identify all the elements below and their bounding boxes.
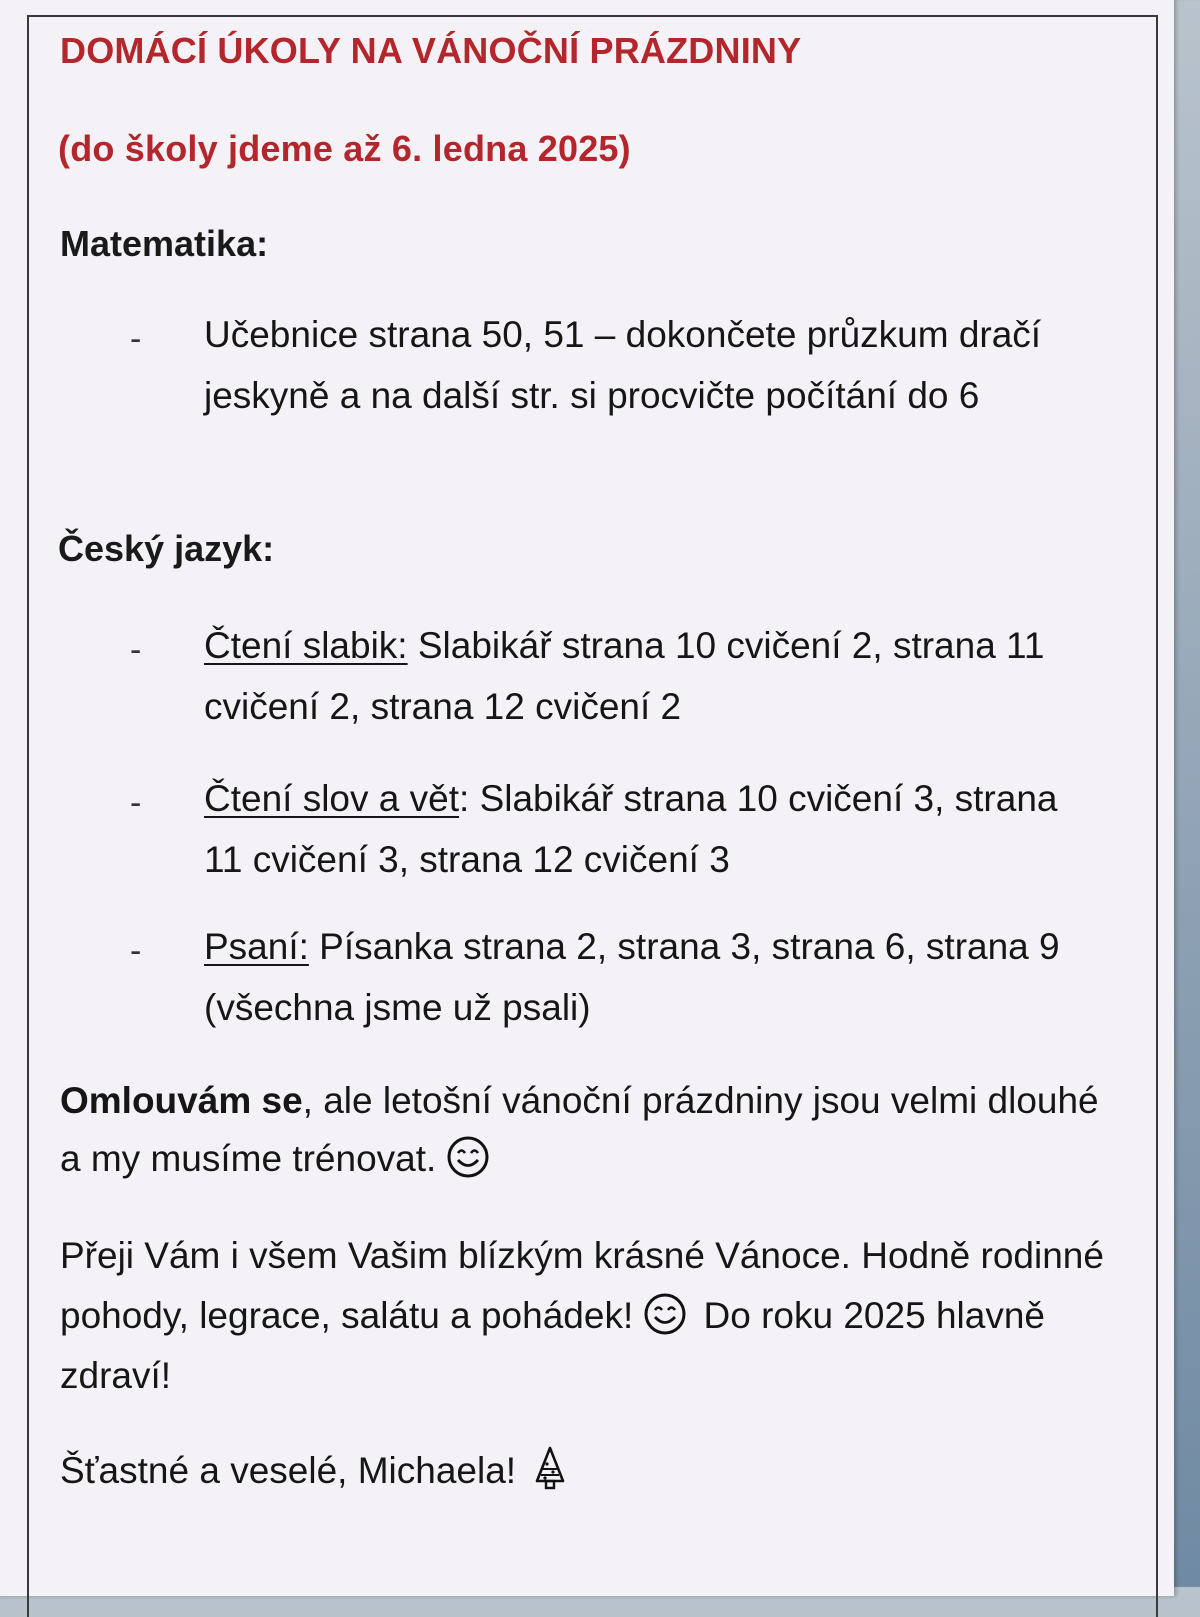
list-item-text (204, 768, 1104, 890)
wishes-text-end: Do roku 2025 hlavně zdraví! (60, 1295, 1045, 1396)
item-body: Písanka strana 2, strana 3, strana 6, strana 9 (všechna jsme už psali) (204, 926, 1060, 1028)
item-label-underlined: Čtení slov a vět (204, 778, 460, 819)
section-title-matematika: Matematika: (60, 223, 269, 264)
list-dash: - (130, 932, 142, 970)
item-body: Učebnice strana 50, 51 – dokončete průzkum dračí jeskyně a na další str. si procvičte počítání do 6 (204, 314, 1042, 416)
signature-line (60, 1442, 1120, 1500)
item-label-underlined: Psaní: (204, 926, 309, 967)
apology-bold: Omlouvám se (60, 1080, 303, 1121)
item-body: Slabikář strana 10 cvičení 2, strana 11 cvičení 2, strana 12 cvičení 2 (204, 625, 1045, 727)
list-item-text (204, 916, 1104, 1038)
smiley-face-icon (446, 1135, 490, 1179)
document-title: DOMÁCÍ ÚKOLY NA VÁNOČNÍ PRÁZDNINY (60, 30, 802, 71)
apology-text: , ale letošní vánoční prázdniny jsou velmi dlouhé a my musíme trénovat. (60, 1080, 1099, 1179)
item-label-underlined: Čtení slabik: (204, 625, 408, 666)
document-subtitle: (do školy jdeme až 6. ledna 2025) (58, 128, 631, 169)
smiley-face-icon (643, 1292, 687, 1336)
wishes-text: Přeji Vám i všem Vašim blízkým krásné Vánoce. Hodně rodinné pohody, legrace, salátu a pohádek! (60, 1235, 1104, 1336)
list-item-text (204, 615, 1104, 737)
signature-text: Šťastné a veselé, Michaela! (60, 1450, 517, 1491)
section-title-cesky-jazyk: Český jazyk: (58, 528, 275, 569)
list-dash: - (130, 784, 142, 822)
item-body: : Slabikář strana 10 cvičení 3, strana 11 cvičení 3, strana 12 cvičení 3 (204, 778, 1058, 880)
wishes-paragraph (60, 1226, 1120, 1406)
list-dash: - (130, 320, 142, 358)
apology-paragraph (60, 1072, 1120, 1188)
list-dash: - (130, 631, 142, 669)
christmas-tree-icon (530, 1445, 570, 1491)
list-item-text (204, 304, 1104, 426)
